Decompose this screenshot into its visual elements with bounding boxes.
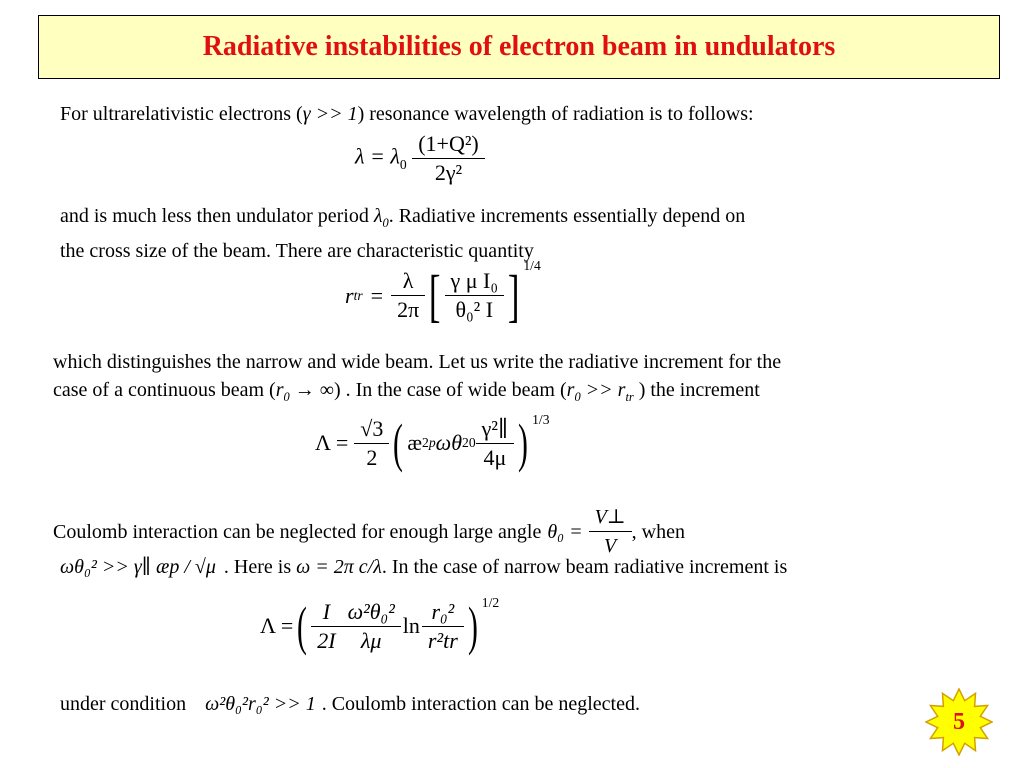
eq4-f1-den: 2I: [317, 627, 336, 653]
p3-r0-2: r: [566, 379, 575, 401]
eq4-f1-num: I: [311, 598, 341, 627]
eq3-fraction-2: [476, 415, 514, 472]
p5-text-b: . In the case of narrow beam radiative increment is: [381, 556, 788, 578]
p2-text-a: and is much less then undulator period: [60, 205, 374, 227]
eq3-f1-num: √3: [354, 415, 389, 444]
eq4-right-paren: ): [467, 596, 478, 656]
p2-math: λ: [373, 205, 383, 227]
eq3-ae-sub: p: [428, 435, 436, 450]
eq4-ln: ln: [402, 613, 420, 638]
p4-angle-den: V: [604, 535, 617, 557]
eq4-f3-den: r²tr: [427, 627, 458, 653]
p1-math: γ >> 1: [302, 103, 358, 125]
eq2-f2-den: θ₀² I: [455, 297, 494, 322]
paragraph-1: [60, 100, 754, 128]
eq3-f2-num: γ²∥: [476, 415, 514, 444]
p3-arrow: → ∞: [289, 379, 334, 401]
equation-resonance-wavelength: [355, 130, 485, 187]
eq2-fraction-1: [391, 267, 425, 324]
paragraph-3: [53, 348, 781, 411]
equation-characteristic-radius: [345, 258, 541, 329]
p3-rtr: >> r: [580, 379, 626, 401]
page-number: 5: [953, 708, 965, 735]
eq1-lhs-sub: 0: [399, 156, 407, 172]
eq1-fraction: [412, 130, 485, 187]
p5-condition: ωθ₀² >> γ∥ æp / √μ: [60, 556, 216, 578]
eq3-ae: æ: [407, 430, 423, 455]
p1-text-b: ) resonance wavelength of radiation is to follows:: [357, 103, 754, 125]
equation-narrow-beam-increment: [260, 595, 499, 657]
eq4-fraction-2: [342, 598, 401, 655]
p3-r0: r: [275, 379, 284, 401]
p5-text-a: . Here is: [223, 556, 297, 578]
paragraph-4: [53, 503, 685, 560]
p3-text-c: ) the increment: [633, 379, 760, 401]
p4-angle-lhs: θ₀ =: [547, 520, 583, 543]
eq1-numerator: (1+Q²): [412, 130, 485, 159]
p2-text-b: . Radiative increments essentially depend on: [388, 205, 746, 227]
eq2-f1-den: 2π: [397, 297, 420, 322]
eq2-right-bracket: ]: [507, 263, 520, 328]
p3-text-a: case of a continuous beam (: [53, 379, 276, 401]
p3-rtr-sub: tr: [625, 390, 634, 404]
eq2-lhs: r: [345, 282, 354, 308]
page-number-badge: [925, 688, 993, 756]
eq4-f2-num: ω²θ₀²: [342, 598, 401, 627]
eq3-fraction-1: [354, 415, 389, 472]
eq2-f1-num: λ: [391, 267, 425, 296]
eq4-left-paren: (: [297, 596, 308, 656]
eq2-equals: =: [370, 282, 384, 308]
p6-after: . Coulomb interaction can be neglected.: [321, 693, 640, 715]
paragraph-2: [60, 202, 745, 265]
eq3-right-paren: ): [518, 413, 529, 473]
eq3-ae-sup: 2: [422, 435, 429, 450]
eq3-omega-theta: ωθ: [435, 430, 463, 455]
eq4-lhs: Λ =: [260, 613, 294, 638]
p4-after: , when: [631, 520, 685, 543]
p1-text-a: For ultrarelativistic electrons (: [60, 103, 303, 125]
eq2-fraction-2: [445, 267, 505, 324]
p2-math-sub: 0: [382, 216, 389, 230]
eq3-f1-den: 2: [366, 444, 378, 470]
p3-text-b: ) . In the case of wide beam (: [333, 379, 567, 401]
eq3-f2-den: 4μ: [483, 444, 507, 470]
eq1-denominator: 2γ²: [434, 160, 463, 185]
p2-line-2: the cross size of the beam. There are characteristic quantity: [60, 240, 534, 262]
p3-r0-sub: 0: [283, 390, 290, 404]
p6-label: under condition: [60, 693, 187, 715]
p4-text: Coulomb interaction can be neglected for enough large angle: [53, 520, 542, 543]
p3-r0-2-sub: 0: [574, 390, 581, 404]
eq2-exponent: 1/4: [523, 258, 541, 273]
slide-title: Radiative instabilities of electron beam in undulators: [202, 31, 836, 62]
p6-math: ω²θ₀²r₀² >> 1: [205, 693, 316, 715]
eq4-f2-den: λμ: [360, 627, 382, 653]
eq3-lhs: Λ =: [315, 430, 349, 455]
eq2-left-bracket: [: [429, 263, 441, 328]
eq4-f3-num: r₀²: [422, 598, 464, 627]
equation-wide-beam-increment: [315, 412, 550, 474]
paragraph-6: [60, 690, 640, 718]
eq1-lhs: λ = λ: [355, 143, 400, 169]
eq2-lhs-sub: tr: [353, 287, 363, 303]
paragraph-5: [60, 553, 787, 581]
eq3-theta-sub: 0: [468, 435, 476, 450]
eq4-fraction-1: [311, 598, 341, 655]
eq3-theta-sup: 2: [462, 435, 469, 450]
eq3-left-paren: (: [393, 413, 404, 473]
p3-line-1: which distinguishes the narrow and wide beam. Let us write the radiative increment for the: [53, 351, 782, 373]
eq3-exponent: 1/3: [532, 412, 550, 427]
eq4-fraction-3: [422, 598, 464, 655]
p5-math: ω = 2π c/λ: [296, 556, 382, 578]
eq4-exponent: 1/2: [481, 595, 500, 610]
p4-angle-num: V⊥: [589, 503, 632, 532]
p4-angle-fraction: [589, 503, 632, 560]
title-box: [38, 15, 1000, 79]
eq2-f2-num: γ μ I₀: [445, 267, 505, 296]
